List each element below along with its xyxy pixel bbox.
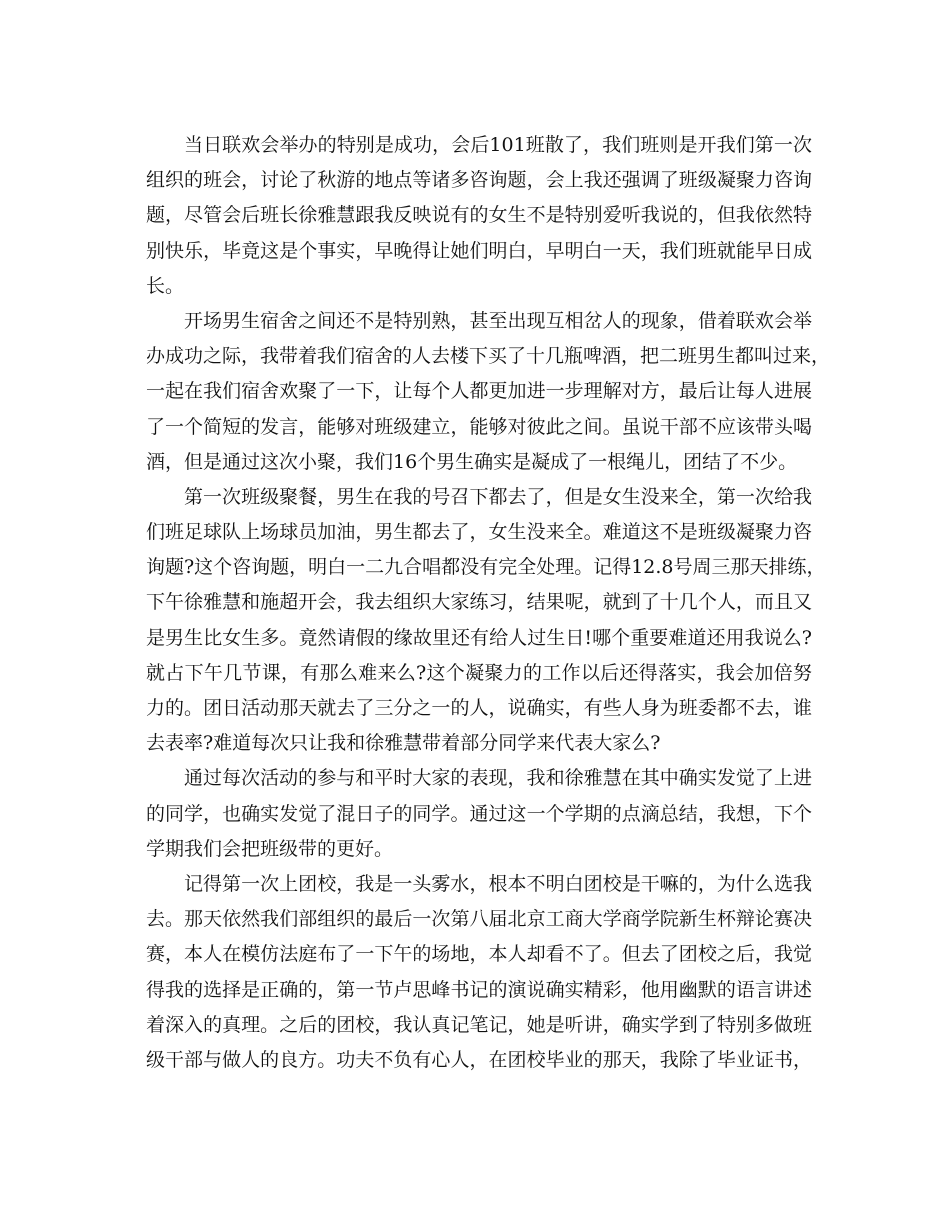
paragraph-2-line-5: 酒，但是通过这次小聚，我们16个男生确实是凝成了一根绳儿，团结了不少。 (146, 450, 798, 473)
paragraph-5-line-3: 赛，本人在模仿法庭布了一下午的场地，本人却看不了。但去了团校之后，我觉 (146, 943, 812, 966)
paragraph-1-line-5: 长。 (146, 274, 185, 297)
paragraph-3-line-4: 下午徐雅慧和施超开会，我去组织大家练习，结果呢，就到了十几个人，而且又 (146, 591, 812, 614)
paragraph-4-line-3: 学期我们会把班级带的更好。 (146, 837, 394, 860)
paragraph-4-line-1: 通过每次活动的参与和平时大家的表现，我和徐雅慧在其中确实发觉了上进 (184, 767, 812, 790)
paragraph-2-line-4: 了一个简短的发言，能够对班级建立，能够对彼此之间。虽说干部不应该带头喝 (146, 415, 812, 438)
paragraph-5-line-2: 去。那天依然我们部组织的最后一次第八届北京工商大学商学院新生杯辩论赛决 (146, 908, 812, 931)
paragraph-2-line-3: 一起在我们宿舍欢聚了一下，让每个人都更加进一步理解对方，最后让每人进展 (146, 380, 812, 403)
paragraph-3-line-7: 力的。团日活动那天就去了三分之一的人，说确实，有些人身为班委都不去，谁 (146, 697, 812, 719)
paragraph-1-line-2: 组织的班会，讨论了秋游的地点等诸多咨询题，会上我还强调了班级凝聚力咨询 (146, 169, 812, 192)
paragraph-5-line-4: 得我的选择是正确的，第一节卢思峰书记的演说确实精彩，他用幽默的语言讲述 (146, 978, 812, 1001)
paragraph-5-line-6: 级干部与做人的良方。功夫不负有心人，在团校毕业的那天，我除了毕业证书， (146, 1048, 812, 1071)
paragraph-3-line-6: 就占下午几节课，有那么难来么?这个凝聚力的工作以后还得落实，我会加倍努 (146, 661, 812, 684)
paragraph-1-line-4: 别快乐，毕竟这是个事实，早晚得让她们明白，早明白一天，我们班就能早日成 (146, 239, 812, 262)
paragraph-5-line-5: 着深入的真理。之后的团校，我认真记笔记，她是听讲，确实学到了特别多做班 (146, 1013, 812, 1036)
paragraph-5-line-1: 记得第一次上团校，我是一头雾水，根本不明白团校是干嘛的，为什么选我 (184, 872, 812, 895)
paragraph-3-line-5: 是男生比女生多。竟然请假的缘故里还有给人过生日!哪个重要难道还用我说么? (146, 626, 812, 649)
document-body (146, 128, 831, 1078)
paragraph-3-line-8: 去表率?难道每次只让我和徐雅慧带着部分同学来代表大家么? (146, 732, 661, 755)
paragraph-1-line-3: 题，尽管会后班长徐雅慧跟我反映说有的女生不是特别爱听我说的，但我依然特 (146, 204, 812, 227)
paragraph-2-line-2: 办成功之际，我带着我们宿舍的人去楼下买了十几瓶啤酒，把二班男生都叫过来， (146, 345, 831, 368)
paragraph-4-line-2: 的同学，也确实发觉了混日子的同学。通过这一个学期的点滴总结，我想，下个 (146, 802, 812, 825)
paragraph-2-line-1: 开场男生宿舍之间还不是特别熟，甚至出现互相岔人的现象，借着联欢会举 (184, 309, 812, 332)
paragraph-3-line-3: 询题?这个咨询题，明白一二九合唱都没有完全处理。记得12.8号周三那天排练， (146, 556, 826, 579)
paragraph-3-line-2: 们班足球队上场球员加油，男生都去了，女生没来全。难道这不是班级凝聚力咨 (146, 521, 812, 544)
paragraph-1-line-1: 当日联欢会举办的特别是成功，会后101班散了，我们班则是开我们第一次 (184, 134, 812, 156)
paragraph-3-line-1: 第一次班级聚餐，男生在我的号召下都去了，但是女生没来全，第一次给我 (184, 485, 812, 508)
